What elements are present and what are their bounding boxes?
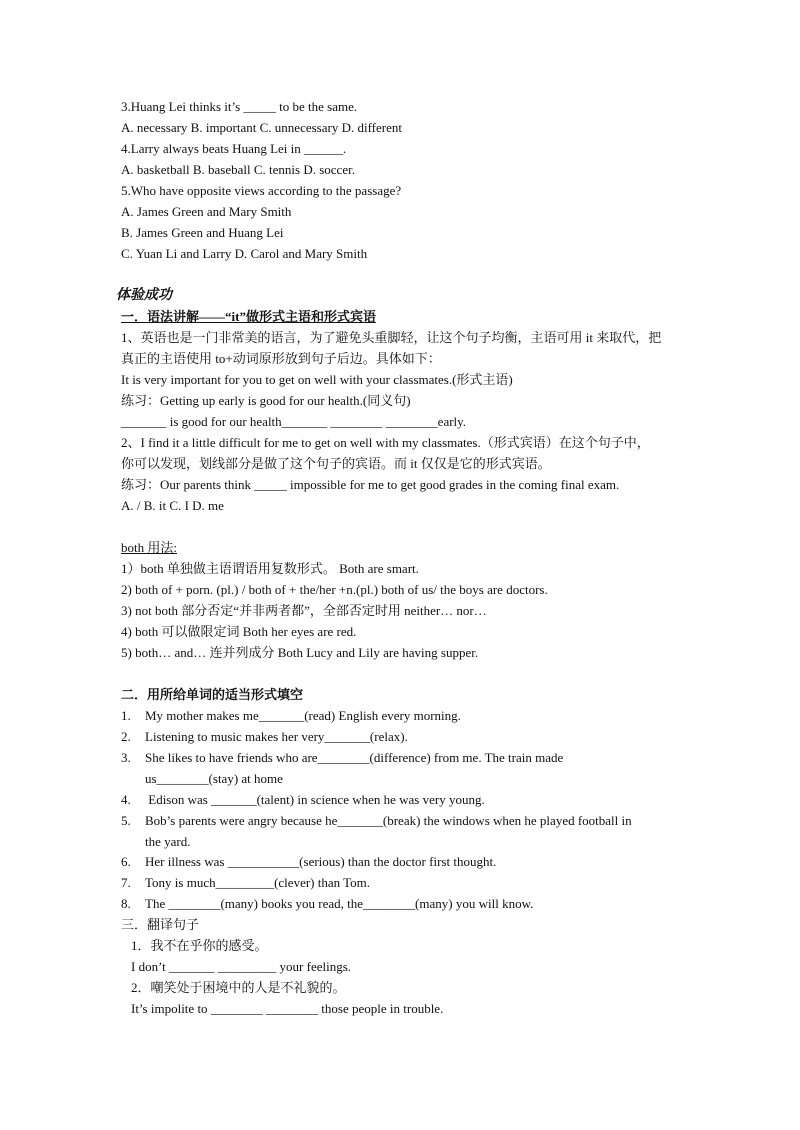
translate-sentence-1-english: I don’t _______ _________ your feelings. [131, 959, 352, 974]
question-4: 4.Larry always beats Huang Lei in ______. [121, 141, 347, 156]
both-heading: both 用法: [121, 540, 177, 555]
grammar-practice-2: 练习：Our parents think _____ impossible for me to get good grades in the coming final exam. [121, 477, 620, 492]
fill-in-item-5 [121, 812, 632, 830]
grammar-practice-1: 练习：Getting up early is good for our health.(同义句) [121, 393, 411, 408]
fill-in-text: She likes to have friends who are________(difference) from me. The train made [145, 750, 564, 765]
both-item-1: 1）both 单独做主语谓语用复数形式。 Both are smart. [121, 561, 419, 576]
grammar-p2-line1: 2、I find it a little difficult for me to get on well with my classmates.（形式宾语）在这个句子中， [121, 435, 650, 450]
both-item-2: 2) both of + porn. (pl.) / both of + the/her +n.(pl.) both of us/ the boys are doctors. [121, 582, 548, 597]
fill-in-number: 6. [121, 854, 131, 869]
grammar-example-1: It is very important for you to get on well with your classmates.(形式主语) [121, 372, 513, 387]
fill-in-number: 1. [121, 708, 131, 723]
fill-in-text: My mother makes me_______(read) English every morning. [145, 708, 461, 723]
question-3: 3.Huang Lei thinks it’s _____ to be the same. [121, 99, 358, 114]
fill-in-number: 8. [121, 896, 131, 911]
fill-in-text: Edison was _______(talent) in science when he was very young. [145, 792, 485, 807]
fill-in-number: 4. [121, 792, 131, 807]
fill-in-item-7 [121, 874, 370, 892]
question-5-option-a: A. James Green and Mary Smith [121, 204, 292, 219]
translate-sentence-1-chinese: 1．我不在乎你的感受。 [131, 938, 268, 953]
translate-heading: 三．翻译句子 [121, 917, 200, 932]
fill-in-item-6 [121, 853, 496, 871]
section-title: 体验成功 [116, 288, 172, 303]
fill-in-item-4 [121, 791, 485, 809]
fill-in-text: The ________(many) books you read, the________(many) you will know. [145, 896, 534, 911]
fill-in-item-2 [121, 728, 408, 746]
both-item-4: 4) both 可以做限定词 Both her eyes are red. [121, 624, 357, 639]
fill-in-text: Tony is much_________(clever) than Tom. [145, 875, 371, 890]
fill-in-text: us________(stay) at home [145, 771, 283, 786]
question-5-option-b: B. James Green and Huang Lei [121, 225, 284, 240]
fill-in-number: 3. [121, 750, 131, 765]
grammar-practice-2-options: A. / B. it C. I D. me [121, 498, 224, 513]
translate-sentence-2-english: It’s impolite to ________ ________ those people in trouble. [131, 1001, 444, 1016]
fill-in-text: Listening to music makes her very_______(relax). [145, 729, 408, 744]
fill-in-item-5-continued [121, 833, 190, 851]
grammar-p1-line2: 真正的主语使用 to+动词原形放到句子后边。具体如下： [121, 351, 441, 366]
question-5-options-cd: C. Yuan Li and Larry D. Carol and Mary Smith [121, 246, 368, 261]
fill-in-text: Her illness was ___________(serious) than the doctor first thought. [145, 854, 497, 869]
grammar-heading: 一．语法讲解——“it”做形式主语和形式宾语 [121, 309, 376, 324]
question-4-options: A. basketball B. baseball C. tennis D. soccer. [121, 162, 355, 177]
fill-in-heading: 二．用所给单词的适当形式填空 [121, 687, 304, 702]
grammar-practice-1-blank: _______ is good for our health_______ ________ ________early. [121, 414, 467, 429]
fill-in-text: the yard. [145, 834, 191, 849]
translate-sentence-2-chinese: 2．嘲笑处于困境中的人是不礼貌的。 [131, 980, 346, 995]
question-5: 5.Who have opposite views according to the passage? [121, 183, 402, 198]
question-3-options: A. necessary B. important C. unnecessary D. different [121, 120, 402, 135]
fill-in-number: 2. [121, 729, 131, 744]
fill-in-item-8 [121, 895, 533, 913]
grammar-p1-line1: 1、英语也是一门非常美的语言，为了避免头重脚轻，让这个句子均衡，主语可用 it 来取代，把 [121, 330, 662, 345]
fill-in-item-1 [121, 707, 461, 725]
fill-in-number: 5. [121, 813, 131, 828]
both-item-5: 5) both… and… 连并列成分 Both Lucy and Lily are having supper. [121, 645, 479, 660]
fill-in-item-3 [121, 749, 563, 767]
fill-in-item-3-continued [121, 770, 283, 788]
both-item-3: 3) not both 部分否定“并非两者都”，全部否定时用 neither… nor… [121, 603, 487, 618]
fill-in-number: 7. [121, 875, 131, 890]
fill-in-text: Bob’s parents were angry because he_______(break) the windows when he played football in [145, 813, 632, 828]
grammar-p2-line2: 你可以发现，划线部分是做了这个句子的宾语。而 it 仅仅是它的形式宾语。 [121, 456, 551, 471]
